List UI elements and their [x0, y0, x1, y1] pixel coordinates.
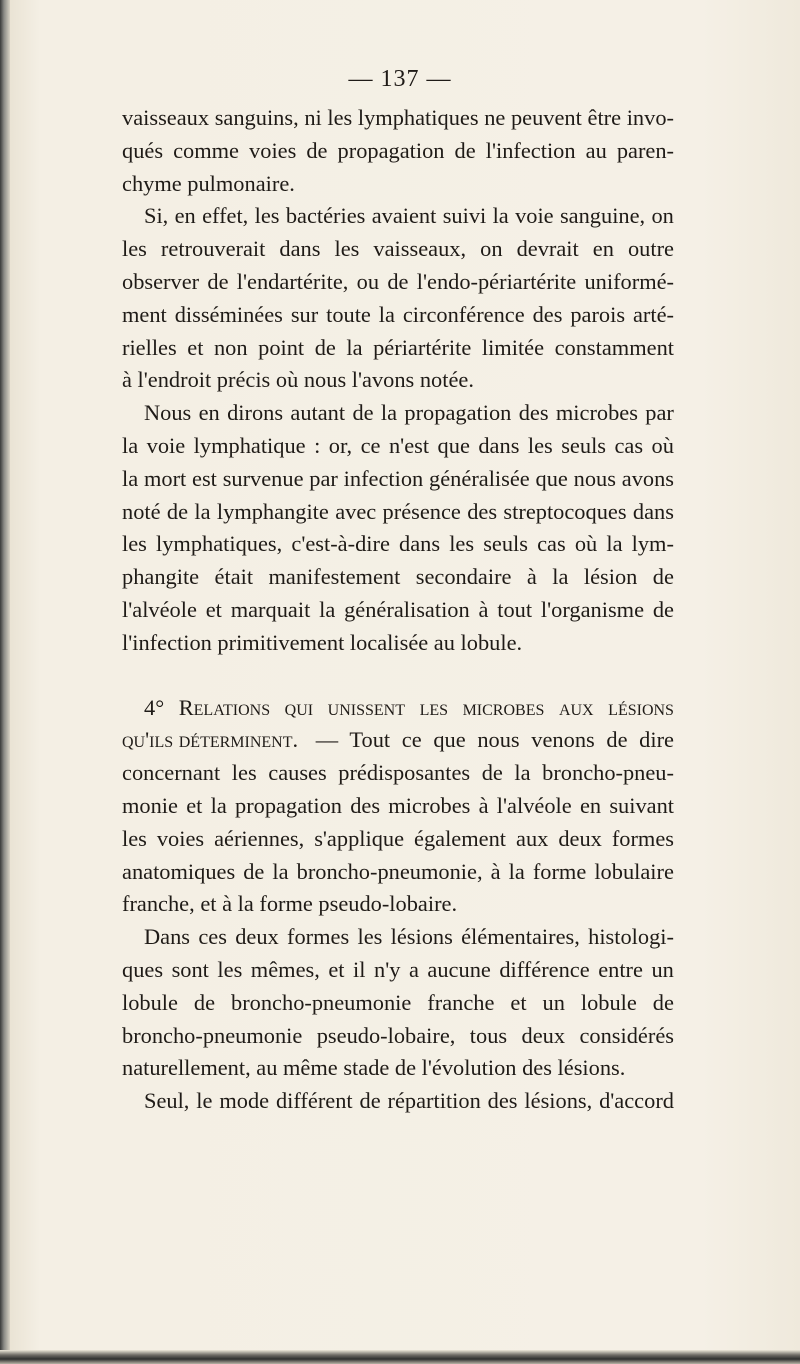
word: seuls	[483, 531, 528, 557]
word: survenue	[222, 465, 304, 491]
word: la	[492, 203, 509, 229]
word: sur	[290, 301, 319, 327]
text-line	[122, 430, 674, 463]
word: c'est-à-dire	[291, 531, 390, 557]
word: et	[205, 596, 222, 622]
text-line	[122, 332, 674, 365]
word: lésions,	[524, 1088, 593, 1114]
word: parois	[570, 301, 626, 327]
word: les	[527, 432, 553, 458]
word: voies	[156, 825, 205, 851]
word: des	[467, 498, 498, 524]
word: bactéries	[285, 203, 366, 229]
word: uniformé-	[584, 268, 674, 294]
word: considérés	[579, 1022, 674, 1048]
word: voie	[146, 432, 186, 458]
word: de	[387, 268, 409, 294]
word: microbes	[462, 694, 545, 720]
text-line: à l'endroit précis où nous l'avons notée.	[122, 367, 474, 393]
word: infection	[343, 465, 424, 491]
word: généralisée	[429, 465, 530, 491]
word: en	[579, 792, 602, 818]
word: l'infection	[485, 137, 576, 163]
word: concernant	[122, 760, 221, 786]
word: ques	[122, 956, 164, 982]
word: la	[210, 792, 227, 818]
word: outre	[627, 236, 674, 262]
word: les	[122, 825, 147, 851]
word: disséminées	[174, 301, 283, 327]
word: de	[652, 564, 674, 590]
word: point	[258, 334, 305, 360]
word: lobule	[580, 989, 637, 1015]
word: différent	[275, 1088, 353, 1114]
word: la	[319, 596, 336, 622]
word: ou	[356, 268, 380, 294]
word: qui	[284, 694, 314, 720]
word: au	[585, 137, 607, 163]
word: périartérite	[373, 334, 472, 360]
word: présence	[382, 498, 461, 524]
word: lymphatiques,	[156, 531, 283, 557]
page-number: — 137 —	[348, 66, 452, 92]
text-line	[122, 463, 674, 496]
word: les	[357, 924, 383, 950]
word: cas	[537, 531, 566, 557]
word: retrouverait	[160, 236, 266, 262]
word: lym-	[631, 531, 674, 557]
word: de	[481, 760, 503, 786]
word: avaient	[371, 203, 437, 229]
word: la	[122, 432, 139, 458]
body-text	[122, 102, 674, 1118]
word: aériennes,	[214, 825, 305, 851]
word: ment	[122, 301, 167, 327]
word: nous	[573, 465, 616, 491]
page-bottom-edge	[0, 1350, 800, 1364]
word: lobulaire	[594, 858, 674, 884]
word: des	[532, 301, 563, 327]
word: de	[193, 989, 216, 1015]
word: cas	[614, 432, 644, 458]
word: les	[217, 956, 243, 982]
word: paren-	[616, 137, 674, 163]
word: streptocoques	[503, 498, 627, 524]
word: et	[328, 956, 345, 982]
text-line	[122, 1085, 674, 1118]
word: de	[359, 1088, 381, 1114]
word: seuls	[561, 432, 607, 458]
word: la	[606, 531, 623, 557]
word: tout	[497, 596, 533, 622]
section-heading-text: — Tout ce que nous venons de dire	[304, 727, 674, 753]
word: formes	[287, 924, 350, 950]
word: les	[122, 531, 147, 557]
word: mort	[143, 465, 187, 491]
word: microbes	[388, 792, 471, 818]
word: répartition	[387, 1088, 481, 1114]
word: dans	[632, 498, 674, 524]
word: deux	[521, 1022, 566, 1048]
word: qués	[122, 137, 164, 163]
word: propagation	[235, 792, 342, 818]
text-line	[122, 757, 674, 790]
word: que	[437, 432, 470, 458]
word: monie	[122, 792, 178, 818]
word: en	[198, 400, 220, 426]
text-line	[122, 233, 674, 266]
word: sont	[171, 956, 209, 982]
word: généralisation	[344, 596, 470, 622]
word: observer	[122, 268, 200, 294]
word: Dans	[144, 924, 191, 950]
text-line	[122, 561, 674, 594]
word: de	[243, 858, 265, 884]
word: l'organisme	[540, 596, 645, 622]
word: propagation	[404, 400, 512, 426]
word: aux	[558, 694, 594, 720]
text-line	[122, 823, 674, 856]
word: autant	[290, 400, 346, 426]
word: de	[652, 989, 674, 1015]
word: dans	[478, 432, 520, 458]
word: également	[414, 825, 507, 851]
word: a	[408, 956, 419, 982]
word: deux	[558, 825, 602, 851]
word: en	[592, 236, 614, 262]
word: lymphatiques	[357, 105, 479, 130]
word: broncho-pneu-	[542, 760, 674, 786]
text-line	[122, 299, 674, 332]
word: les	[449, 531, 475, 557]
text-line	[122, 1020, 674, 1053]
word: les	[419, 694, 449, 720]
word: de	[207, 268, 229, 294]
word: microbes	[555, 400, 638, 426]
word: élémentaires,	[461, 924, 580, 950]
word: s'applique	[314, 825, 405, 851]
word: avons	[621, 465, 674, 491]
word: devrait	[516, 236, 579, 262]
text-line	[122, 954, 674, 987]
word: marquait	[230, 596, 311, 622]
word: par	[309, 465, 338, 491]
word: non	[213, 334, 248, 360]
word: la	[514, 760, 531, 786]
text-line	[122, 987, 674, 1020]
word: Seul,	[144, 1088, 190, 1114]
word: à	[478, 596, 489, 622]
word: les	[327, 105, 353, 130]
word: l'alvéole	[122, 596, 197, 622]
word: mode	[219, 1088, 270, 1114]
word: les	[334, 236, 360, 262]
word: par	[645, 400, 674, 426]
word: sanguins,	[214, 105, 299, 130]
word: entre	[598, 956, 643, 982]
word: broncho-pneumonie	[231, 989, 412, 1015]
word: n'est	[388, 432, 430, 458]
binding-edge	[0, 0, 10, 1364]
word: être	[587, 105, 622, 130]
word: on	[480, 236, 503, 262]
word: différence	[499, 956, 590, 982]
word: broncho-pneumonie	[122, 1022, 303, 1048]
word: causes	[268, 760, 327, 786]
word: des	[518, 400, 549, 426]
word: circonférence	[402, 301, 525, 327]
word: aux	[516, 825, 549, 851]
word: rielles	[122, 334, 177, 360]
word: la	[346, 334, 363, 360]
word: de	[306, 137, 328, 163]
word: et	[186, 792, 203, 818]
word: la	[380, 400, 398, 426]
word: le	[196, 1088, 213, 1114]
word: à	[526, 564, 537, 590]
word: que	[535, 465, 568, 491]
word: voies	[249, 137, 297, 163]
text-line	[122, 856, 674, 889]
word: pseudo-lobaire,	[316, 1022, 456, 1048]
word: :	[314, 432, 321, 458]
word: un	[651, 956, 674, 982]
word: est	[192, 465, 217, 491]
text-line: franche, et à la forme pseudo-lobaire.	[122, 891, 458, 917]
word: forme	[532, 858, 587, 884]
word: l'alvéole	[496, 792, 572, 818]
word: noté	[122, 498, 161, 524]
word: Nous	[144, 400, 192, 426]
text-line	[122, 200, 674, 233]
word: les	[122, 236, 147, 262]
word: unissent	[327, 694, 405, 720]
word: dans	[279, 236, 321, 262]
word: Si,	[144, 203, 169, 229]
word: limitée	[481, 334, 545, 360]
word: manifestement	[268, 564, 401, 590]
word: et	[510, 989, 527, 1015]
word: ce	[360, 432, 381, 458]
word: arté-	[632, 301, 674, 327]
word: lobule	[122, 989, 178, 1015]
text-line	[122, 397, 674, 430]
word: toute	[326, 301, 371, 327]
text-line	[122, 135, 674, 168]
word: la	[378, 301, 395, 327]
word: de	[652, 596, 674, 622]
text-line	[122, 496, 674, 529]
word: franche	[427, 989, 495, 1015]
word: lésions	[390, 924, 453, 950]
word: la	[194, 498, 211, 524]
word: 4°	[144, 694, 165, 720]
word: de	[352, 400, 374, 426]
word: prédisposantes	[338, 760, 471, 786]
word: ni	[304, 105, 322, 130]
word: invo-	[626, 105, 674, 130]
word: lymphatique	[193, 432, 306, 458]
word: dans	[399, 531, 441, 557]
word: Relations	[178, 694, 271, 720]
text-line	[122, 594, 674, 627]
word: ne	[484, 105, 506, 130]
word: lymphangite	[216, 498, 329, 524]
section-heading-continuation	[122, 724, 674, 757]
text-line	[122, 266, 674, 299]
word: dirons	[227, 400, 284, 426]
word: et	[187, 334, 204, 360]
word: secondaire	[415, 564, 512, 590]
word: en	[174, 203, 196, 229]
word: de	[314, 334, 336, 360]
word: les	[254, 203, 280, 229]
section-gap	[122, 660, 674, 692]
word: sanguine,	[559, 203, 646, 229]
text-line	[122, 102, 674, 135]
word: l'endo-périartérite	[416, 268, 577, 294]
word: vaisseaux,	[373, 236, 467, 262]
text-line: chyme pulmonaire.	[122, 170, 295, 196]
word: lésion	[583, 564, 638, 590]
word: constamment	[554, 334, 674, 360]
word: on	[651, 203, 674, 229]
word: anatomiques	[122, 858, 236, 884]
word: formes	[611, 825, 674, 851]
word: aucune	[427, 956, 491, 982]
word: voie	[515, 203, 554, 229]
word: comme	[173, 137, 239, 163]
word: la	[552, 564, 569, 590]
word: peuvent	[510, 105, 582, 130]
word: de	[454, 137, 476, 163]
word: or,	[328, 432, 353, 458]
word: à	[478, 792, 489, 818]
section-heading	[122, 692, 674, 725]
word: de	[166, 498, 189, 524]
word: deux	[235, 924, 279, 950]
text-line	[122, 921, 674, 954]
word: d'accord	[599, 1088, 674, 1114]
word: un	[542, 989, 565, 1015]
word: phangite	[122, 564, 200, 590]
word: n'y	[374, 956, 401, 982]
word: à	[490, 858, 501, 884]
word: suivi	[442, 203, 487, 229]
word: il	[353, 956, 366, 982]
word: où	[574, 531, 598, 557]
text-line	[122, 790, 674, 823]
text-line: l'infection primitivement localisée au lobule.	[122, 629, 523, 655]
word: les	[231, 760, 257, 786]
word: l'endartérite,	[236, 268, 349, 294]
word: mêmes,	[250, 956, 320, 982]
word: des	[487, 1088, 518, 1114]
word: effet,	[202, 203, 249, 229]
word: vaisseaux	[122, 105, 210, 130]
text-line: naturellement, au même stade de l'évolution des lésions.	[122, 1055, 626, 1081]
word: tous	[469, 1022, 508, 1048]
word: la	[508, 858, 525, 884]
word: suivant	[609, 792, 674, 818]
word: histologi-	[588, 924, 674, 950]
word: propagation	[337, 137, 445, 163]
word: la	[272, 858, 289, 884]
word: lésions	[608, 694, 674, 720]
word: où	[651, 432, 674, 458]
word: la	[122, 465, 139, 491]
word: des	[350, 792, 381, 818]
text-line	[122, 528, 674, 561]
word: avec	[335, 498, 377, 524]
word: ces	[198, 924, 227, 950]
section-heading-lead: qu'ils déterminent.	[122, 727, 299, 753]
word: était	[214, 564, 254, 590]
word: broncho-pneumonie,	[296, 858, 483, 884]
